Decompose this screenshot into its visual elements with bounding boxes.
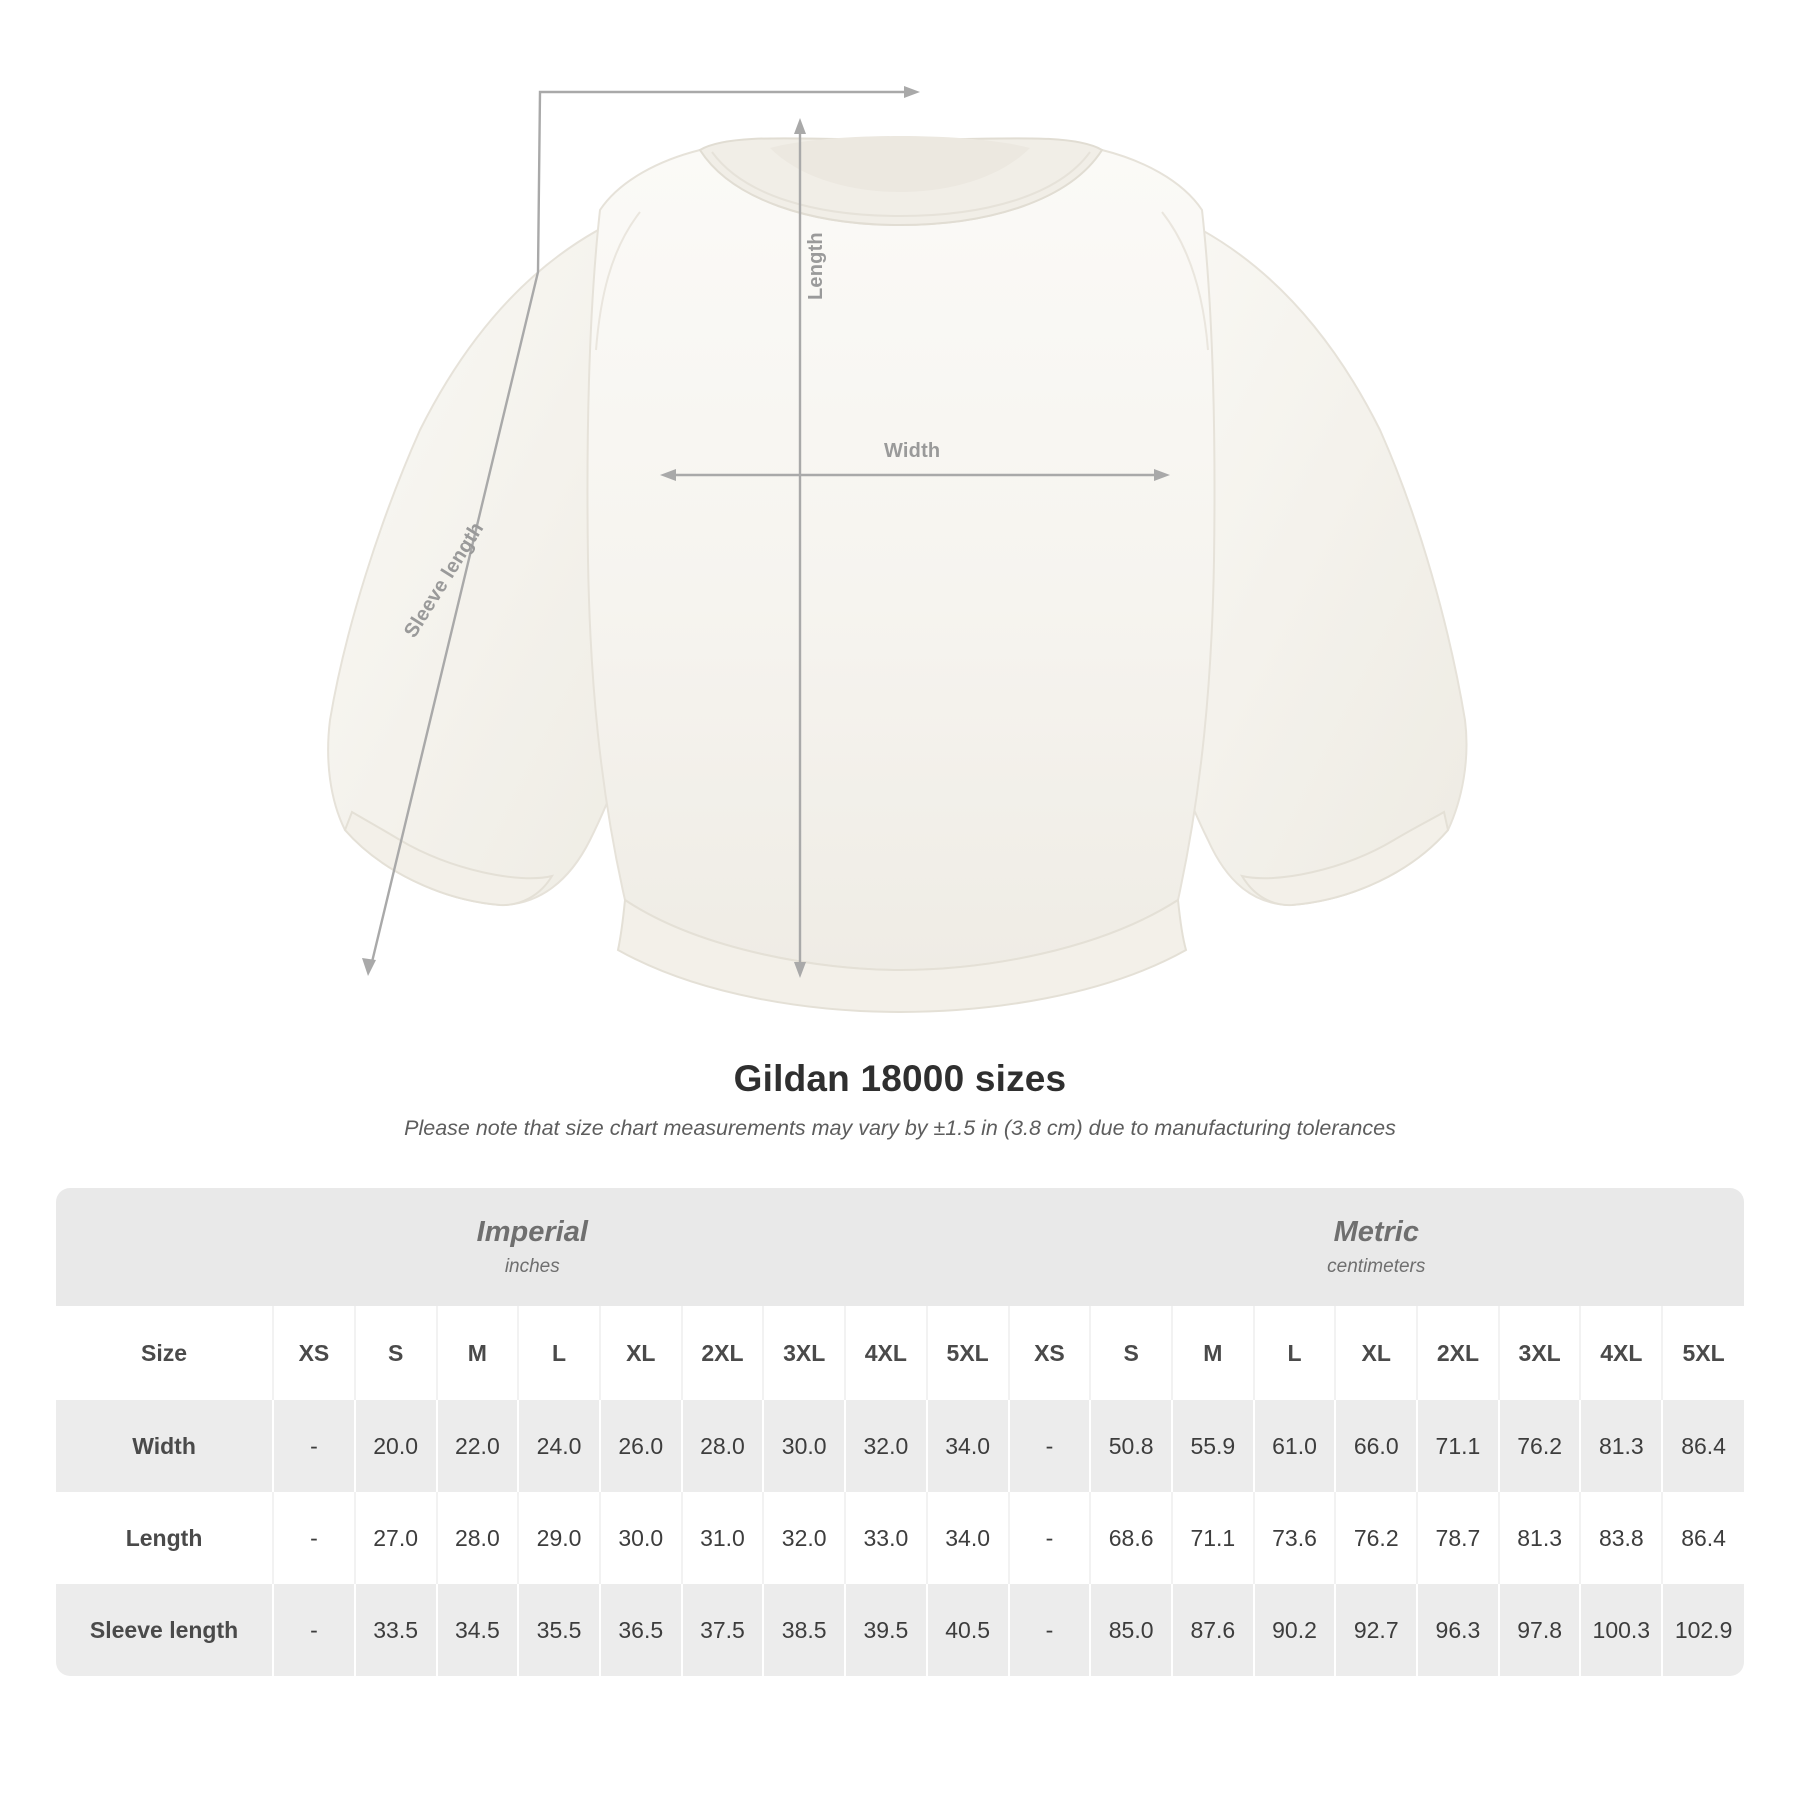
cell-length-imperial-2xl: 31.0 xyxy=(682,1492,764,1584)
cell-length-metric-l: 73.6 xyxy=(1254,1492,1336,1584)
cell-width-metric-m: 55.9 xyxy=(1172,1400,1254,1492)
cell-length-metric-3xl: 81.3 xyxy=(1499,1492,1581,1584)
size-header-imperial-3xl: 3XL xyxy=(763,1306,845,1400)
size-header-row xyxy=(56,1306,1744,1400)
cell-length-imperial-l: 29.0 xyxy=(518,1492,600,1584)
cell-sleeve-metric-3xl: 97.8 xyxy=(1499,1584,1581,1676)
size-header-metric-xs: XS xyxy=(1009,1306,1091,1400)
size-header-imperial-5xl: 5XL xyxy=(927,1306,1009,1400)
cell-sleeve-imperial-s: 33.5 xyxy=(355,1584,437,1676)
cell-width-imperial-5xl: 34.0 xyxy=(927,1400,1009,1492)
size-header-metric-5xl: 5XL xyxy=(1662,1306,1744,1400)
size-header-metric-s: S xyxy=(1090,1306,1172,1400)
size-header-imperial-l: L xyxy=(518,1306,600,1400)
cell-length-imperial-5xl: 34.0 xyxy=(927,1492,1009,1584)
cell-length-imperial-3xl: 32.0 xyxy=(763,1492,845,1584)
row-label-sleeve-length: Sleeve length xyxy=(56,1584,273,1676)
cell-width-metric-s: 50.8 xyxy=(1090,1400,1172,1492)
cell-length-metric-xs: - xyxy=(1009,1492,1091,1584)
cell-width-metric-4xl: 81.3 xyxy=(1580,1400,1662,1492)
cell-length-metric-xl: 76.2 xyxy=(1335,1492,1417,1584)
unit-group-imperial xyxy=(56,1188,1009,1306)
cell-sleeve-metric-5xl: 102.9 xyxy=(1662,1584,1744,1676)
cell-width-imperial-xl: 26.0 xyxy=(600,1400,682,1492)
cell-width-imperial-4xl: 32.0 xyxy=(845,1400,927,1492)
row-label-length: Length xyxy=(56,1492,273,1584)
cell-width-imperial-2xl: 28.0 xyxy=(682,1400,764,1492)
cell-width-metric-2xl: 71.1 xyxy=(1417,1400,1499,1492)
cell-sleeve-imperial-m: 34.5 xyxy=(437,1584,519,1676)
row-label-width: Width xyxy=(56,1400,273,1492)
cell-width-metric-xl: 66.0 xyxy=(1335,1400,1417,1492)
cell-length-imperial-m: 28.0 xyxy=(437,1492,519,1584)
cell-sleeve-metric-s: 85.0 xyxy=(1090,1584,1172,1676)
size-header-label: Size xyxy=(56,1306,273,1400)
cell-length-metric-2xl: 78.7 xyxy=(1417,1492,1499,1584)
size-header-metric-m: M xyxy=(1172,1306,1254,1400)
cell-sleeve-metric-2xl: 96.3 xyxy=(1417,1584,1499,1676)
cell-width-metric-l: 61.0 xyxy=(1254,1400,1336,1492)
size-header-metric-l: L xyxy=(1254,1306,1336,1400)
cell-sleeve-metric-xs: - xyxy=(1009,1584,1091,1676)
size-header-imperial-xl: XL xyxy=(600,1306,682,1400)
cell-sleeve-imperial-xs: - xyxy=(273,1584,355,1676)
cell-sleeve-metric-xl: 92.7 xyxy=(1335,1584,1417,1676)
size-header-imperial-4xl: 4XL xyxy=(845,1306,927,1400)
unit-group-imperial-sub: inches xyxy=(504,1256,560,1277)
cell-width-imperial-l: 24.0 xyxy=(518,1400,600,1492)
cell-width-metric-5xl: 86.4 xyxy=(1662,1400,1744,1492)
cell-length-imperial-xs: - xyxy=(273,1492,355,1584)
size-header-imperial-xs: XS xyxy=(273,1306,355,1400)
size-header-metric-3xl: 3XL xyxy=(1499,1306,1581,1400)
table-row xyxy=(56,1400,1744,1492)
size-table xyxy=(56,1188,1744,1676)
unit-header-row xyxy=(56,1188,1744,1306)
unit-group-imperial-name: Imperial xyxy=(476,1216,588,1248)
cell-width-metric-3xl: 76.2 xyxy=(1499,1400,1581,1492)
cell-sleeve-imperial-2xl: 37.5 xyxy=(682,1584,764,1676)
table-row xyxy=(56,1584,1744,1676)
unit-group-metric-sub: centimeters xyxy=(1327,1256,1426,1277)
cell-length-metric-m: 71.1 xyxy=(1172,1492,1254,1584)
size-header-metric-4xl: 4XL xyxy=(1580,1306,1662,1400)
unit-group-metric-name: Metric xyxy=(1333,1216,1419,1248)
size-header-metric-xl: XL xyxy=(1335,1306,1417,1400)
cell-sleeve-imperial-4xl: 39.5 xyxy=(845,1584,927,1676)
size-header-imperial-m: M xyxy=(437,1306,519,1400)
table-row xyxy=(56,1492,1744,1584)
size-table-wrapper xyxy=(56,1188,1744,1676)
cell-sleeve-imperial-xl: 36.5 xyxy=(600,1584,682,1676)
cell-sleeve-imperial-5xl: 40.5 xyxy=(927,1584,1009,1676)
cell-sleeve-imperial-l: 35.5 xyxy=(518,1584,600,1676)
cell-width-metric-xs: - xyxy=(1009,1400,1091,1492)
cell-sleeve-imperial-3xl: 38.5 xyxy=(763,1584,845,1676)
tolerance-note: Please note that size chart measurements may vary by ±1.5 in (3.8 cm) due to manufacturing tolerances xyxy=(404,1116,1396,1140)
sleeve-length-dimension-label: Sleeve length xyxy=(400,518,489,642)
cell-length-metric-4xl: 83.8 xyxy=(1580,1492,1662,1584)
cell-width-imperial-m: 22.0 xyxy=(437,1400,519,1492)
cell-length-imperial-s: 27.0 xyxy=(355,1492,437,1584)
cell-length-imperial-4xl: 33.0 xyxy=(845,1492,927,1584)
length-dimension-label: Length xyxy=(805,232,827,300)
cell-width-imperial-xs: - xyxy=(273,1400,355,1492)
cell-length-metric-5xl: 86.4 xyxy=(1662,1492,1744,1584)
page-title: Gildan 18000 sizes xyxy=(733,1058,1067,1099)
cell-length-metric-s: 68.6 xyxy=(1090,1492,1172,1584)
size-header-metric-2xl: 2XL xyxy=(1417,1306,1499,1400)
cell-width-imperial-s: 20.0 xyxy=(355,1400,437,1492)
cell-sleeve-metric-l: 90.2 xyxy=(1254,1584,1336,1676)
size-header-imperial-s: S xyxy=(355,1306,437,1400)
size-header-imperial-2xl: 2XL xyxy=(682,1306,764,1400)
title-block xyxy=(0,1058,1800,1141)
cell-length-imperial-xl: 30.0 xyxy=(600,1492,682,1584)
cell-sleeve-metric-4xl: 100.3 xyxy=(1580,1584,1662,1676)
cell-sleeve-metric-m: 87.6 xyxy=(1172,1584,1254,1676)
cell-width-imperial-3xl: 30.0 xyxy=(763,1400,845,1492)
width-dimension-label: Width xyxy=(884,440,941,462)
unit-group-metric xyxy=(1009,1188,1744,1306)
